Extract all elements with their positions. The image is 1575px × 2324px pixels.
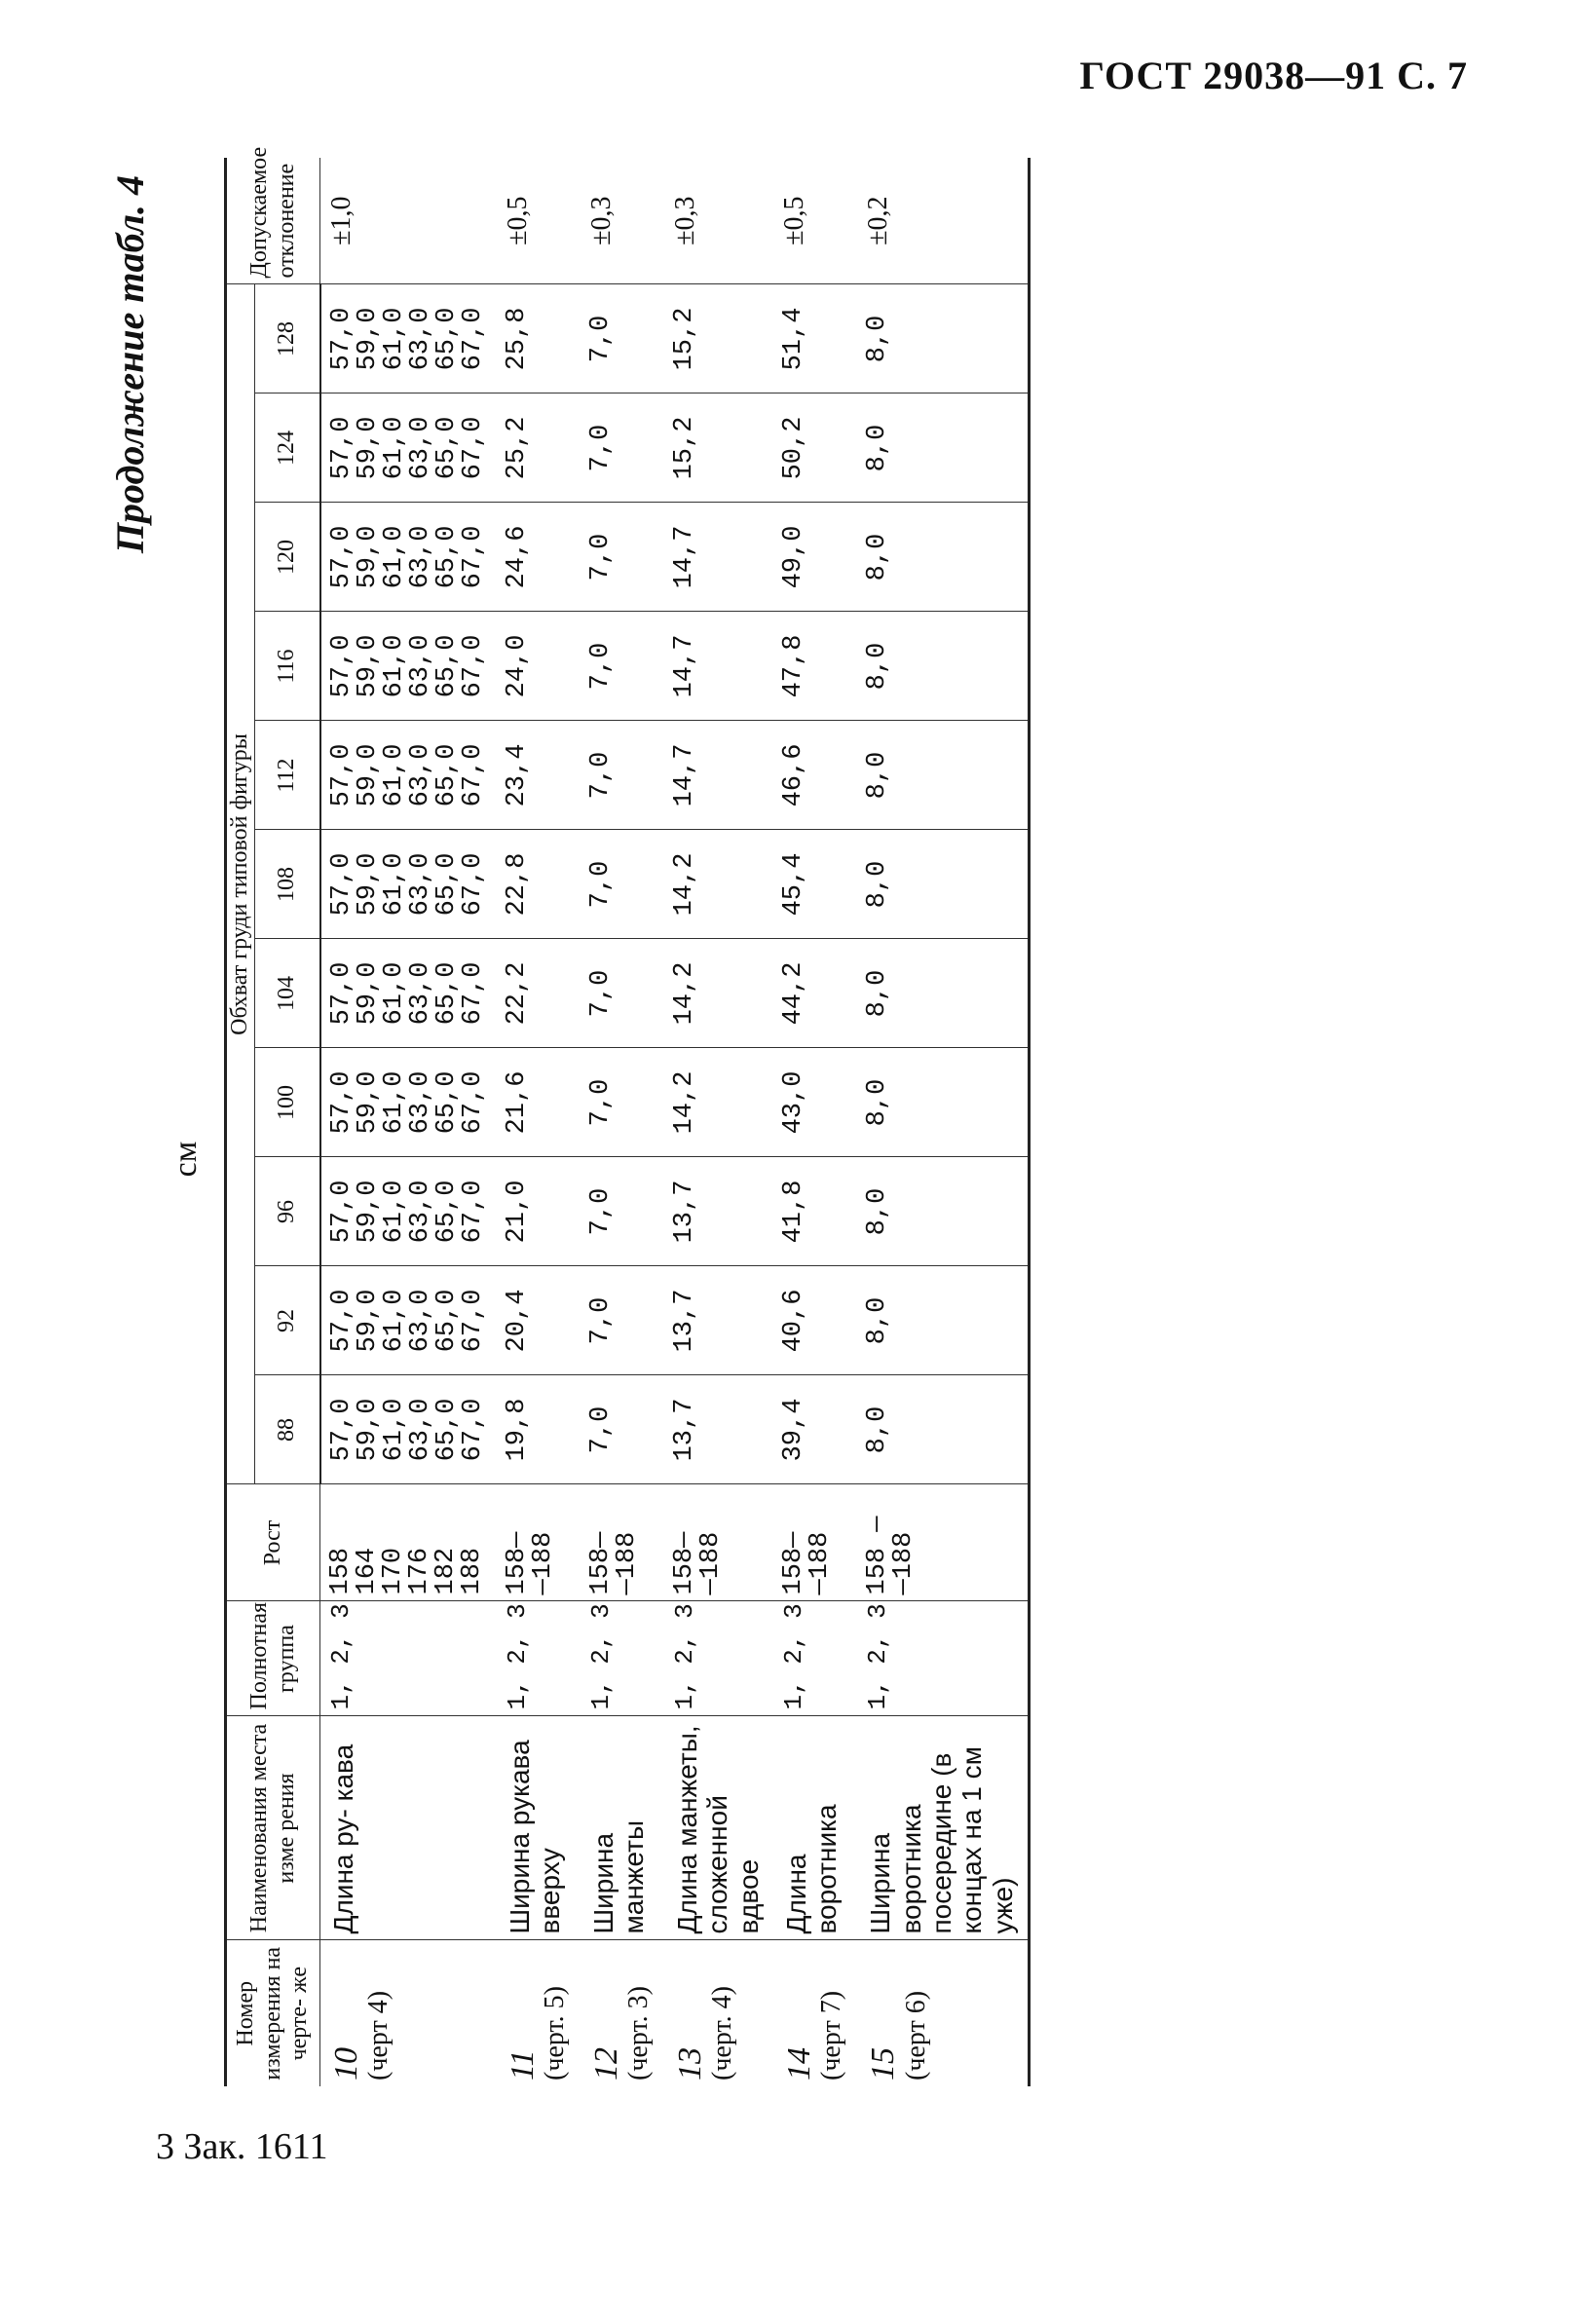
- chest-size-header: 116: [254, 612, 320, 721]
- fullness-group: 1, 2, 3: [857, 1601, 1029, 1716]
- height-values: 158 164 170 176 182 188: [320, 1484, 497, 1601]
- size-value: 7,0: [581, 939, 664, 1048]
- header-tolerance: Допускаемое отклонение: [226, 158, 320, 284]
- size-value: 57,0 59,0 61,0 63,0 65,0 67,0: [320, 830, 497, 939]
- size-value: 8,0: [857, 1266, 1029, 1375]
- chest-size-header: 92: [254, 1266, 320, 1375]
- chest-size-header: 108: [254, 830, 320, 939]
- size-value: 8,0: [857, 1157, 1029, 1266]
- table-body: [320, 158, 1030, 2086]
- measure-number-cell: [857, 1940, 1029, 2086]
- size-value: 8,0: [857, 721, 1029, 830]
- unit-label: см: [168, 1141, 204, 1178]
- height-values: 158— —188: [664, 1484, 773, 1601]
- table-row: [320, 158, 497, 2086]
- size-value: 20,4: [497, 1266, 581, 1375]
- drawing-reference: (черт. 5): [539, 1986, 570, 2080]
- measure-number-cell: [773, 1940, 857, 2086]
- measure-number: 11: [504, 2049, 541, 2080]
- table-row: [581, 158, 664, 2086]
- measure-number: 13: [671, 2047, 708, 2080]
- size-value: 57,0 59,0 61,0 63,0 65,0 67,0: [320, 1048, 497, 1157]
- size-value: 7,0: [581, 1048, 664, 1157]
- size-value: 14,7: [664, 503, 773, 612]
- measurements-table: [224, 146, 1031, 2086]
- size-value: 13,7: [664, 1266, 773, 1375]
- size-value: 14,2: [664, 1048, 773, 1157]
- size-value: 22,2: [497, 939, 581, 1048]
- measure-number-cell: [497, 1940, 581, 2086]
- measure-name: Длина манжеты, сложенной вдвое: [664, 1716, 773, 1940]
- chest-size-header: 104: [254, 939, 320, 1048]
- size-value: 57,0 59,0 61,0 63,0 65,0 67,0: [320, 721, 497, 830]
- table-row: [664, 158, 773, 2086]
- size-value: 15,2: [664, 394, 773, 503]
- size-value: 21,6: [497, 1048, 581, 1157]
- chest-size-header: 112: [254, 721, 320, 830]
- size-value: 7,0: [581, 394, 664, 503]
- size-value: 45,4: [773, 830, 857, 939]
- measure-number-cell: [320, 1940, 497, 2086]
- table-row: [857, 158, 1029, 2086]
- size-value: 13,7: [664, 1157, 773, 1266]
- size-value: 14,7: [664, 612, 773, 721]
- table-caption: Продолжение табл. 4: [108, 175, 152, 554]
- size-value: 7,0: [581, 612, 664, 721]
- size-value: 57,0 59,0 61,0 63,0 65,0 67,0: [320, 939, 497, 1048]
- drawing-reference: (черт 6): [900, 1990, 931, 2080]
- size-value: 7,0: [581, 1157, 664, 1266]
- size-value: 8,0: [857, 1048, 1029, 1157]
- measure-name: Длина ру- кава: [320, 1716, 497, 1940]
- header-rost: Рост: [226, 1484, 320, 1601]
- measure-number: 10: [328, 2047, 365, 2080]
- size-value: 41,8: [773, 1157, 857, 1266]
- measure-number-cell: [664, 1940, 773, 2086]
- size-value: 43,0: [773, 1048, 857, 1157]
- size-value: 7,0: [581, 284, 664, 394]
- drawing-reference: (черт 4): [363, 1990, 394, 2080]
- size-value: 15,2: [664, 284, 773, 394]
- measure-number: 15: [865, 2047, 902, 2080]
- size-value: 47,8: [773, 612, 857, 721]
- measure-number-cell: [581, 1940, 664, 2086]
- height-values: 158— —188: [581, 1484, 664, 1601]
- measure-name: Ширина манжеты: [581, 1716, 664, 1940]
- tolerance-value: ±0,3: [669, 196, 700, 245]
- size-value: 57,0 59,0 61,0 63,0 65,0 67,0: [320, 284, 497, 394]
- size-value: 8,0: [857, 503, 1029, 612]
- size-value: 8,0: [857, 394, 1029, 503]
- size-value: 8,0: [857, 612, 1029, 721]
- measure-name: Ширина рукава вверху: [497, 1716, 581, 1940]
- fullness-group: 1, 2, 3: [497, 1601, 581, 1716]
- chest-size-header: 96: [254, 1157, 320, 1266]
- size-value: 7,0: [581, 1375, 664, 1484]
- header-chest: Обхват груди типовой фигуры: [226, 284, 255, 1484]
- size-value: 22,8: [497, 830, 581, 939]
- size-value: 7,0: [581, 830, 664, 939]
- page-header: ГОСТ 29038—91 С. 7: [1079, 54, 1468, 97]
- size-value: 57,0 59,0 61,0 63,0 65,0 67,0: [320, 1157, 497, 1266]
- height-values: 158— —188: [773, 1484, 857, 1601]
- size-value: 57,0 59,0 61,0 63,0 65,0 67,0: [320, 1375, 497, 1484]
- fullness-group: 1, 2, 3: [773, 1601, 857, 1716]
- drawing-reference: (черт. 4): [707, 1986, 738, 2080]
- size-value: 23,4: [497, 721, 581, 830]
- measure-number: 12: [587, 2047, 624, 2080]
- drawing-reference: (черт. 3): [623, 1986, 655, 2080]
- height-values: 158— —188: [497, 1484, 581, 1601]
- size-value: 24,0: [497, 612, 581, 721]
- header-group: Полнотная группа: [226, 1601, 320, 1716]
- size-value: 25,2: [497, 394, 581, 503]
- size-value: 46,6: [773, 721, 857, 830]
- size-value: 44,2: [773, 939, 857, 1048]
- measure-name: Ширина воротника посередине (в концах на 1 см уже): [857, 1716, 1029, 1940]
- tolerance-value: ±0,5: [779, 196, 810, 245]
- size-value: 7,0: [581, 721, 664, 830]
- size-value: 14,2: [664, 939, 773, 1048]
- size-value: 19,8: [497, 1375, 581, 1484]
- page-footer: 3 Зак. 1611: [156, 2126, 328, 2167]
- chest-size-header: 100: [254, 1048, 320, 1157]
- chest-size-header: 128: [254, 284, 320, 394]
- size-value: 57,0 59,0 61,0 63,0 65,0 67,0: [320, 1266, 497, 1375]
- chest-size-header: 124: [254, 394, 320, 503]
- size-value: 57,0 59,0 61,0 63,0 65,0 67,0: [320, 503, 497, 612]
- measure-name: Длина воротника: [773, 1716, 857, 1940]
- tolerance-value: ±1,0: [326, 196, 357, 245]
- size-value: 57,0 59,0 61,0 63,0 65,0 67,0: [320, 612, 497, 721]
- size-value: 39,4: [773, 1375, 857, 1484]
- fullness-group: 1, 2, 3: [320, 1601, 497, 1716]
- size-value: 49,0: [773, 503, 857, 612]
- size-value: 21,0: [497, 1157, 581, 1266]
- size-value: 8,0: [857, 284, 1029, 394]
- size-value: 8,0: [857, 830, 1029, 939]
- chest-size-header: 88: [254, 1375, 320, 1484]
- size-value: 7,0: [581, 1266, 664, 1375]
- size-value: 24,6: [497, 503, 581, 612]
- size-value: 7,0: [581, 503, 664, 612]
- size-value: 57,0 59,0 61,0 63,0 65,0 67,0: [320, 394, 497, 503]
- rotated-table-page: [107, 146, 1471, 2172]
- fullness-group: 1, 2, 3: [664, 1601, 773, 1716]
- size-value: 14,7: [664, 721, 773, 830]
- header-number: Номер измерения на черте- же: [226, 1940, 320, 2086]
- tolerance-value: ±0,5: [502, 196, 533, 245]
- table-row: [497, 158, 581, 2086]
- size-value: 8,0: [857, 1375, 1029, 1484]
- height-values: 158 — —188: [857, 1484, 1029, 1601]
- tolerance-value: ±0,2: [863, 196, 894, 245]
- size-value: 25,8: [497, 284, 581, 394]
- drawing-reference: (черт 7): [816, 1990, 847, 2080]
- size-value: 50,2: [773, 394, 857, 503]
- header-name: Наименования места изме рения: [226, 1716, 320, 1940]
- tolerance-value: ±0,3: [585, 196, 617, 245]
- fullness-group: 1, 2, 3: [581, 1601, 664, 1716]
- size-value: 13,7: [664, 1375, 773, 1484]
- size-value: 8,0: [857, 939, 1029, 1048]
- chest-size-header: 120: [254, 503, 320, 612]
- size-value: 14,2: [664, 830, 773, 939]
- measure-number: 14: [781, 2047, 818, 2080]
- size-value: 51,4: [773, 284, 857, 394]
- table-row: [773, 158, 857, 2086]
- size-value: 40,6: [773, 1266, 857, 1375]
